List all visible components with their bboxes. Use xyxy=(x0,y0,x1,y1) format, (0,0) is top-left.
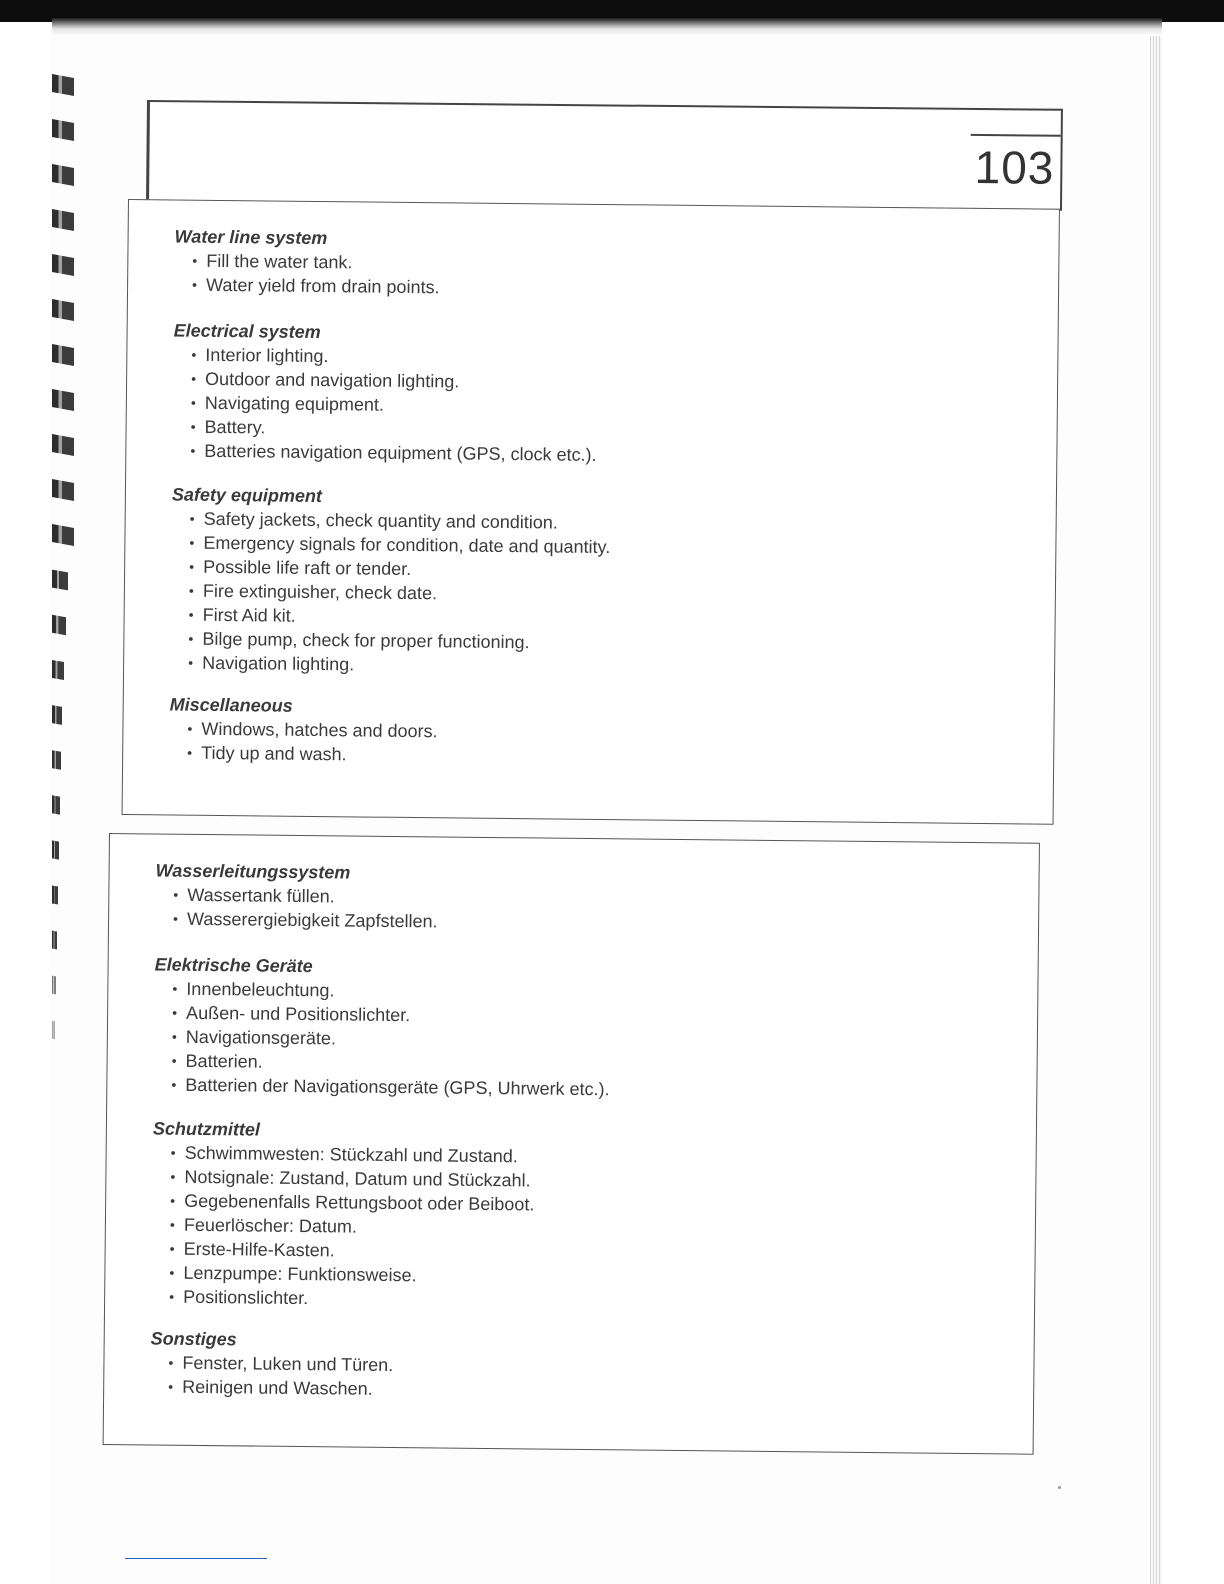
binding-ring xyxy=(52,479,74,501)
bullet-icon: • xyxy=(190,394,196,411)
binding-ring xyxy=(52,750,61,770)
bullet-icon: • xyxy=(171,1052,177,1069)
section-heading: Elektrische Geräte xyxy=(154,954,313,977)
list-item xyxy=(190,440,597,465)
list-item xyxy=(192,274,440,298)
list-item xyxy=(171,1050,610,1075)
section-heading: Safety equipment xyxy=(171,484,323,507)
item-text: Fill the water tank. xyxy=(206,250,353,273)
binding-ring xyxy=(52,344,74,366)
item-text: Batteries navigation equipment (GPS, clock etc.). xyxy=(204,440,597,465)
item-text: Interior lighting. xyxy=(205,344,329,367)
binding-ring xyxy=(52,705,62,725)
item-text: Positionslichter. xyxy=(183,1286,309,1309)
list-item xyxy=(168,1376,393,1399)
section-heading: Miscellaneous xyxy=(169,694,293,716)
item-text: Possible life raft or tender. xyxy=(203,556,412,579)
item-text: Batterien der Navigationsgeräte (GPS, Uhrwerk etc.). xyxy=(185,1074,610,1100)
german-checklist-box xyxy=(103,833,1040,1455)
bullet-icon: • xyxy=(188,606,194,623)
item-text: Fenster, Luken und Türen. xyxy=(182,1352,394,1376)
binding-ring xyxy=(52,164,74,186)
binding-ring xyxy=(52,976,56,995)
bullet-icon: • xyxy=(172,1004,178,1021)
section-heading: Water line system xyxy=(174,226,328,249)
bullet-icon: • xyxy=(169,1216,175,1233)
scan-speck xyxy=(1058,1486,1061,1489)
item-text: Wassertank füllen. xyxy=(187,884,335,907)
footer-rule xyxy=(125,1558,267,1559)
list-item xyxy=(189,508,611,533)
scan-left-margin xyxy=(0,0,50,1584)
list-item xyxy=(170,1166,534,1191)
bullet-icon: • xyxy=(173,910,179,927)
binding-ring xyxy=(52,389,74,411)
list-item xyxy=(173,908,438,932)
bullet-icon: • xyxy=(169,1288,175,1305)
bullet-icon: • xyxy=(169,1264,175,1281)
binding-ring xyxy=(52,795,60,814)
list-item xyxy=(190,392,597,417)
bullet-icon: • xyxy=(189,534,195,551)
list-item xyxy=(173,884,438,908)
list-item xyxy=(191,368,597,393)
list-item xyxy=(188,580,610,605)
bullet-icon: • xyxy=(187,720,193,737)
section-heading: Sonstiges xyxy=(150,1328,237,1350)
list-item xyxy=(169,1262,533,1287)
list-item xyxy=(168,1352,394,1376)
bullet-icon: • xyxy=(188,630,194,647)
list-item xyxy=(192,250,440,273)
item-text: Outdoor and navigation lighting. xyxy=(205,368,460,392)
item-text: Schwimmwesten: Stückzahl und Zustand. xyxy=(184,1142,518,1167)
item-text: Erste-Hilfe-Kasten. xyxy=(183,1238,335,1261)
bullet-icon: • xyxy=(170,1168,176,1185)
bullet-icon: • xyxy=(187,744,193,761)
item-text: Lenzpumpe: Funktionsweise. xyxy=(183,1262,417,1286)
list-item xyxy=(188,652,609,677)
bullet-icon: • xyxy=(191,370,197,387)
bullet-icon: • xyxy=(168,1354,174,1371)
item-text: Safety jackets, check quantity and condition. xyxy=(203,508,558,533)
section-schutzmittel xyxy=(151,1118,535,1315)
bullet-icon: • xyxy=(172,980,178,997)
section-heading: Wasserleitungssystem xyxy=(155,860,351,883)
page-stack-edges xyxy=(1150,20,1162,1584)
list-item xyxy=(169,1214,534,1239)
bullet-icon: • xyxy=(188,582,194,599)
item-text: Water yield from drain points. xyxy=(206,274,440,298)
item-text: Fire extinguisher, check date. xyxy=(202,580,438,604)
list-item xyxy=(187,718,438,742)
item-text: Tidy up and wash. xyxy=(201,742,347,765)
bullet-icon: • xyxy=(170,1144,176,1161)
bullet-icon: • xyxy=(192,252,198,269)
item-text: Gegebenenfalls Rettungsboot oder Beiboot. xyxy=(184,1190,535,1215)
bullet-icon: • xyxy=(188,654,194,671)
bullet-icon: • xyxy=(171,1028,177,1045)
section-elektrische-geraete xyxy=(153,954,611,1104)
english-checklist-box xyxy=(122,199,1060,825)
binding-ring xyxy=(52,74,74,96)
item-text: Feuerlöscher: Datum. xyxy=(183,1214,358,1237)
list-item xyxy=(171,1026,610,1051)
list-item xyxy=(172,1002,610,1027)
bullet-icon: • xyxy=(171,1076,177,1093)
list-item xyxy=(170,1190,535,1215)
binding-ring xyxy=(52,299,74,321)
page-number-divider xyxy=(971,134,1061,137)
bullet-icon: • xyxy=(173,886,179,903)
binding-ring xyxy=(52,615,66,635)
list-item xyxy=(169,1286,533,1311)
item-text: Windows, hatches and doors. xyxy=(201,718,438,742)
binding-ring xyxy=(52,1021,55,1040)
bullet-icon: • xyxy=(191,346,197,363)
spiral-binding xyxy=(48,72,80,1092)
binding-ring xyxy=(52,931,57,950)
bullet-icon: • xyxy=(190,442,196,459)
item-text: Innenbeleuchtung. xyxy=(186,978,335,1001)
item-text: First Aid kit. xyxy=(202,604,296,626)
bullet-icon: • xyxy=(192,276,198,293)
list-item xyxy=(189,556,610,581)
list-item xyxy=(191,344,597,369)
bullet-icon: • xyxy=(170,1192,176,1209)
binding-ring xyxy=(52,660,64,680)
item-text: Wasserergiebigkeit Zapfstellen. xyxy=(187,908,438,932)
scan-top-fade xyxy=(52,18,1162,36)
item-text: Außen- und Positionslichter. xyxy=(186,1002,411,1026)
list-item xyxy=(171,1074,610,1100)
binding-ring xyxy=(52,524,74,546)
section-heading: Electrical system xyxy=(173,320,321,343)
item-text: Battery. xyxy=(204,416,266,438)
item-text: Bilge pump, check for proper functioning. xyxy=(202,628,530,653)
section-miscellaneous xyxy=(169,694,438,770)
bullet-icon: • xyxy=(169,1240,175,1257)
list-item xyxy=(170,1142,535,1167)
binding-ring xyxy=(52,570,68,591)
binding-ring xyxy=(52,209,74,231)
item-text: Navigation lighting. xyxy=(202,652,355,675)
bullet-icon: • xyxy=(189,558,195,575)
list-item xyxy=(172,978,610,1003)
section-sonstiges xyxy=(150,1328,394,1404)
section-safety xyxy=(170,484,611,682)
item-text: Emergency signals for condition, date and quantity. xyxy=(203,532,611,558)
list-item xyxy=(187,742,437,765)
section-heading: Schutzmittel xyxy=(152,1118,261,1140)
item-text: Notsignale: Zustand, Datum und Stückzahl. xyxy=(184,1166,531,1191)
item-text: Reinigen und Waschen. xyxy=(182,1376,373,1399)
list-item xyxy=(190,416,597,441)
list-item xyxy=(169,1238,534,1263)
section-electrical xyxy=(172,320,598,469)
page-number: 103 xyxy=(974,140,1055,194)
list-item xyxy=(188,604,610,629)
binding-ring xyxy=(52,840,59,859)
binding-ring xyxy=(52,254,74,276)
item-text: Navigationsgeräte. xyxy=(185,1026,337,1049)
bullet-icon: • xyxy=(189,510,195,527)
binding-ring xyxy=(52,885,58,904)
section-wasserleitung xyxy=(155,860,438,936)
item-text: Batterien. xyxy=(185,1050,263,1072)
section-water-line xyxy=(174,226,440,302)
binding-ring xyxy=(52,119,74,141)
page-header-box xyxy=(146,100,1063,211)
binding-ring xyxy=(52,434,74,456)
item-text: Navigating equipment. xyxy=(204,392,385,415)
list-item xyxy=(188,628,609,653)
bullet-icon: • xyxy=(168,1378,174,1395)
bullet-icon: • xyxy=(190,418,196,435)
list-item xyxy=(189,532,611,558)
